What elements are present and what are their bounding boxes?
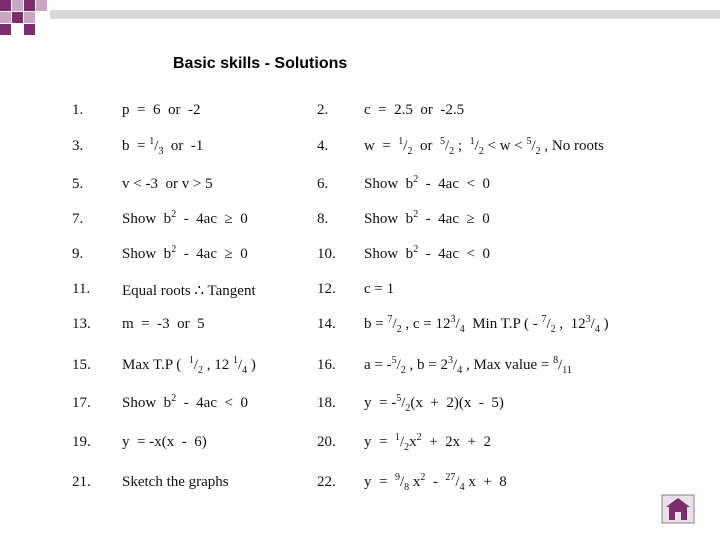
item-number: 20. bbox=[317, 434, 336, 450]
item-answer: $b = ^7/_2$ , $c = 12^3/_4$ Min T.P ( - $^7/_2$ , $12^3/_4$ ) bbox=[364, 314, 609, 335]
item-number: 22. bbox=[317, 474, 336, 490]
item-number: 6. bbox=[317, 176, 329, 192]
item-number: 2. bbox=[317, 102, 329, 118]
decor-square bbox=[24, 0, 35, 11]
item-number: 10. bbox=[317, 246, 336, 262]
item-answer: Show $b^2 - 4ac \ge 0$ bbox=[122, 244, 248, 262]
item-answer: $w = ^1/_2$ or $^5/_2$ ; $^1/_2 < w < ^5/_2$ , No roots bbox=[364, 136, 605, 157]
header-bar bbox=[50, 10, 720, 19]
decor-square bbox=[24, 24, 35, 35]
item-answer: v < -3 or v > 5 bbox=[122, 176, 213, 192]
item-number: 5. bbox=[72, 176, 84, 192]
item-number: 14. bbox=[317, 316, 336, 332]
item-number: 7. bbox=[72, 211, 84, 227]
item-answer: $b = ^1/_3$ or -1 bbox=[122, 136, 204, 157]
item-number: 15. bbox=[72, 357, 91, 373]
item-answer: $a = -^5/_2$ , $b = 2^3/_4$ , Max value = $^8/_{11}$ bbox=[364, 355, 572, 376]
item-answer: Show $b^2 - 4ac \ge 0$ bbox=[122, 209, 248, 227]
item-answer: Show $b^2 - 4ac \ge 0$ bbox=[364, 209, 490, 227]
item-number: 13. bbox=[72, 316, 91, 332]
item-answer: Equal roots ∴ Tangent bbox=[122, 283, 256, 299]
item-answer: c = 2.5 or -2.5 bbox=[364, 102, 465, 118]
item-number: 9. bbox=[72, 246, 84, 262]
item-number: 3. bbox=[72, 138, 84, 154]
item-answer: $y = ^9/_8$ $x^2 - ^{27}/_4$ x + 8 bbox=[364, 472, 507, 493]
item-answer: $y = ^1/_2x^2 + 2x + 2$ bbox=[364, 432, 492, 453]
nav-door bbox=[675, 512, 681, 520]
item-answer: Show $b^2 - 4ac < 0$ bbox=[364, 244, 490, 262]
item-number: 19. bbox=[72, 434, 91, 450]
decor-square bbox=[0, 0, 11, 11]
item-number: 8. bbox=[317, 211, 329, 227]
item-answer: Show $b^2 - 4ac < 0$ bbox=[122, 393, 248, 411]
item-number: 17. bbox=[72, 395, 91, 411]
decor-square bbox=[0, 24, 11, 35]
item-answer: y = -x(x - 6) bbox=[122, 434, 207, 450]
item-number: 12. bbox=[317, 281, 336, 297]
item-number: 1. bbox=[72, 102, 84, 118]
item-number: 16. bbox=[317, 357, 336, 373]
item-answer: c = 1 bbox=[364, 281, 395, 297]
item-answer: m = -3 or 5 bbox=[122, 316, 205, 332]
decor-square bbox=[0, 12, 11, 23]
decor-square bbox=[12, 12, 23, 23]
decor-square bbox=[12, 0, 23, 11]
item-answer: Show $b^2 - 4ac < 0$ bbox=[364, 174, 490, 192]
item-number: 21. bbox=[72, 474, 91, 490]
item-number: 11. bbox=[72, 281, 91, 297]
page-title: Basic skills - Solutions bbox=[173, 55, 348, 72]
item-number: 18. bbox=[317, 395, 336, 411]
home-icon[interactable] bbox=[661, 494, 695, 524]
item-answer: $y = -^5/_2(x + 2)(x - 5)$ bbox=[364, 393, 504, 414]
header-decoration bbox=[0, 0, 720, 40]
item-answer: Max T.P ( $^1/_2$ , 12 $^1/_4$ ) bbox=[122, 355, 256, 376]
decor-square bbox=[24, 12, 35, 23]
item-answer: Sketch the graphs bbox=[122, 474, 229, 490]
item-number: 4. bbox=[317, 138, 329, 154]
decor-square bbox=[36, 0, 47, 11]
item-answer: p = 6 or -2 bbox=[122, 102, 201, 118]
